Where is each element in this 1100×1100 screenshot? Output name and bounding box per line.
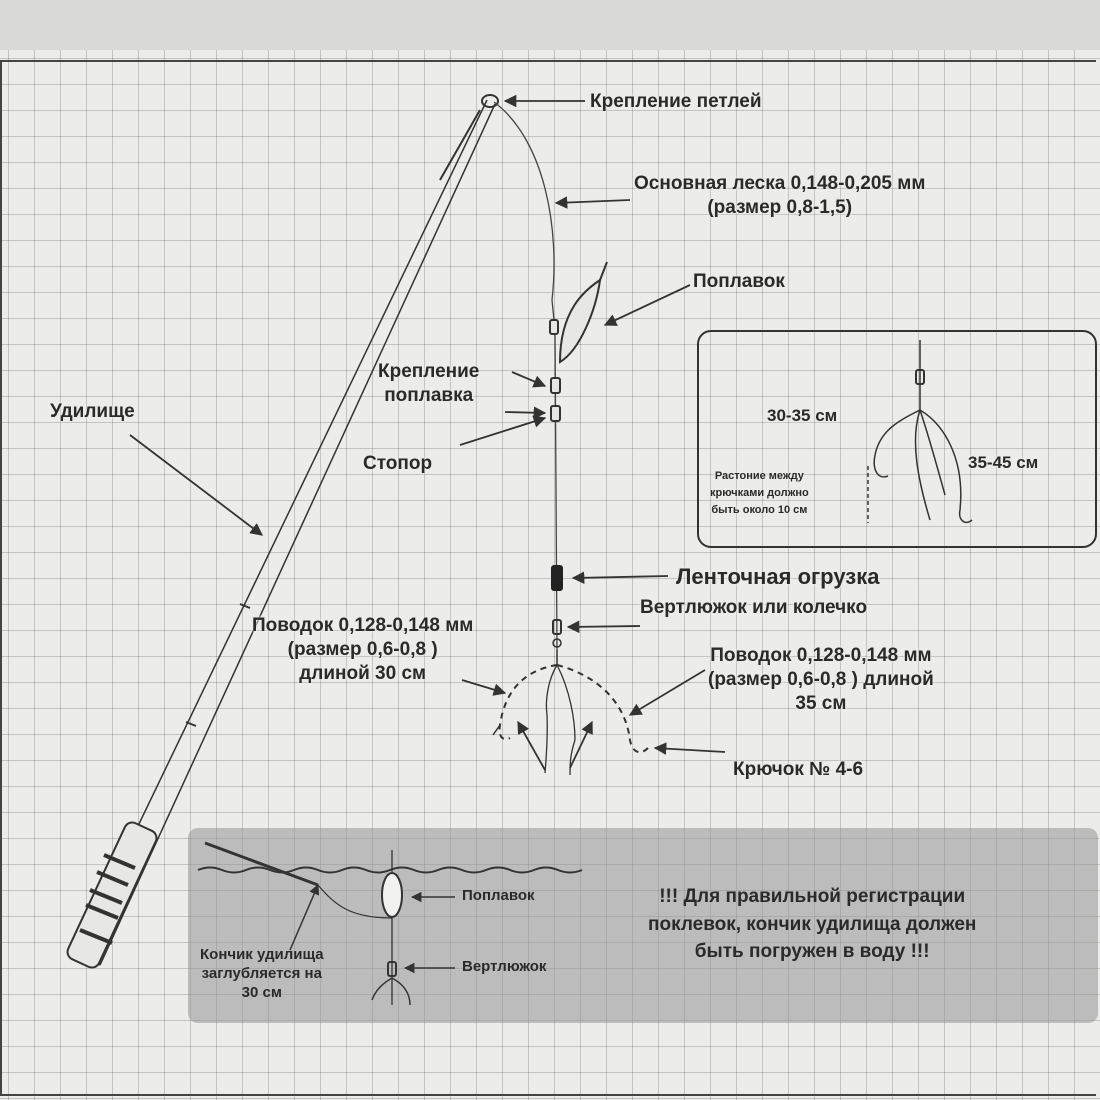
loop-attachment-label: Крепление петлей <box>590 91 762 112</box>
rod-tip-depth-line2: заглубляется на <box>201 964 322 982</box>
right-leader-label-line1: Поводок 0,128-0,148 мм <box>710 645 932 666</box>
stopper-label: Стопор <box>363 453 433 474</box>
inset-note-line1: Растоние между <box>714 470 804 482</box>
stopper-bead <box>551 406 560 421</box>
sinker <box>551 565 563 591</box>
inset-long-leader-label: 35-45 см <box>968 453 1039 472</box>
left-leader-label-line3: длиной 30 см <box>299 662 427 684</box>
bottom-float-label: Поплавок <box>462 887 535 904</box>
leaders <box>493 650 648 775</box>
sinker-label: Ленточная огрузка <box>676 564 880 589</box>
bite-note-line3: быть погружен в воду !!! <box>694 941 930 963</box>
rod-tip-depth-line3: 30 см <box>241 983 282 1001</box>
float-attachment-label <box>378 360 479 408</box>
inset-short-leader-label: 30-35 см <box>767 406 838 425</box>
float-attachment-label-line2: поплавка <box>384 384 474 406</box>
left-leader-label-line2: (размер 0,6-0,8 ) <box>287 638 438 660</box>
float-attachment-label-line1: Крепление <box>378 361 480 382</box>
float-attachment-bead <box>551 378 560 393</box>
inset-distance-note <box>710 468 809 519</box>
right-leader-label-line2: (размер 0,6-0,8 ) длиной <box>708 668 934 690</box>
left-leader-label <box>252 614 473 685</box>
inset-note-line2: крючками должно <box>710 487 809 500</box>
rod-tip-depth-line1: Кончик удилища <box>200 946 324 963</box>
rod-label: Удилище <box>50 401 135 422</box>
bite-note-line2: поклевок, кончик удилища должен <box>648 913 977 935</box>
swivel-label: Вертлюжок или колечко <box>640 597 868 618</box>
loop-eye <box>482 95 498 107</box>
right-leader-label <box>708 644 934 715</box>
bite-registration-note <box>648 883 976 966</box>
right-leader-label-line3: 35 см <box>795 692 847 714</box>
main-line <box>494 102 555 330</box>
hook-label: Крючок № 4-6 <box>733 759 864 780</box>
inset-drawing <box>868 340 972 523</box>
fishing-rod <box>65 100 495 970</box>
inset-note-line3: быть около 10 см <box>711 504 808 517</box>
rod-tip-depth-label <box>200 946 324 1002</box>
float-shape <box>550 262 607 362</box>
float-label: Поплавок <box>693 271 785 292</box>
main-line-label-line2: (размер 0,8-1,5) <box>707 196 853 218</box>
main-line-label-line1: Основная леска 0,148-0,205 мм <box>634 173 926 194</box>
main-line-label <box>634 172 925 220</box>
bite-note-line1: !!! Для правильной регистрации <box>659 886 966 907</box>
left-leader-label-line1: Поводок 0,128-0,148 мм <box>252 615 474 636</box>
bottom-swivel-label: Вертлюжок <box>462 958 547 975</box>
